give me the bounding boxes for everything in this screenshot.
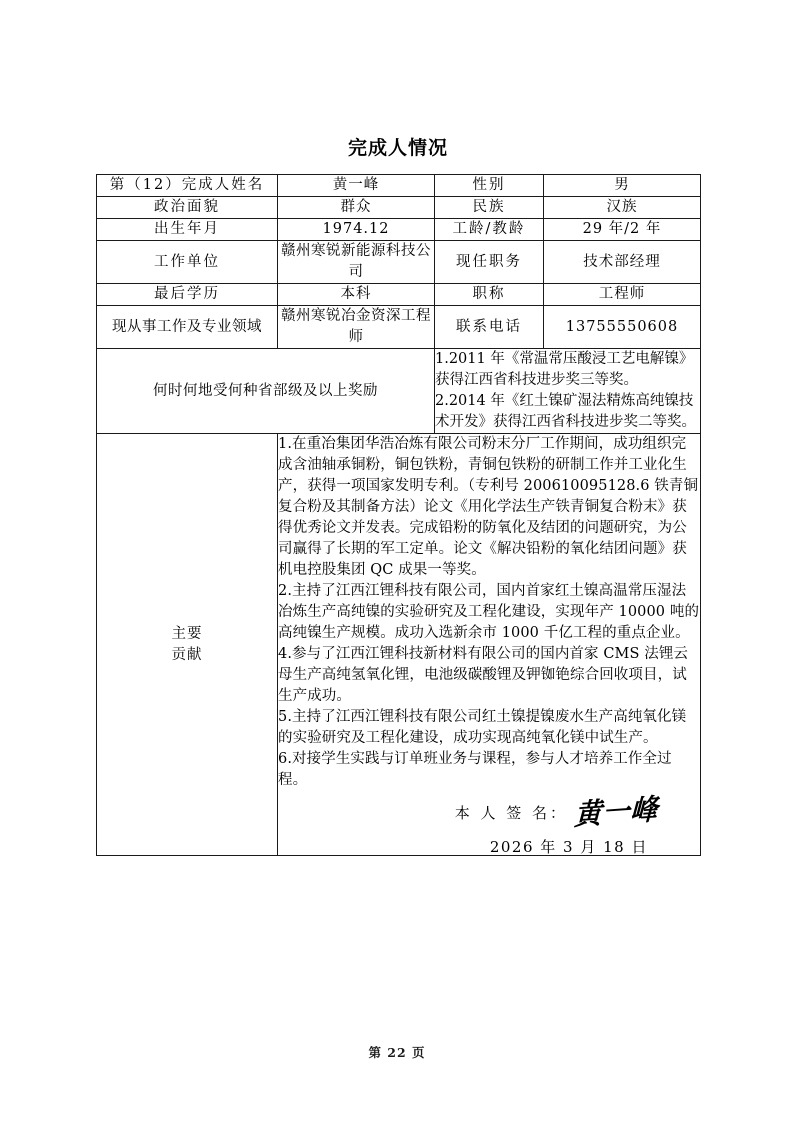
- contribution-item: 2.主持了江西江锂科技有限公司，国内首家红土镍高温常压湿法冶炼生产高纯镍的实验研究及工程化建设，实现年产 10000 吨的高纯镍生产规模。成功入选新余市 1000 千亿工程的重点企业。: [278, 583, 700, 641]
- title-rank-label: 职称: [435, 284, 544, 306]
- signature-block: [278, 791, 700, 855]
- gender-value: 男: [544, 175, 701, 197]
- table-row-political: [97, 197, 701, 219]
- contribution-item: 1.在重冶集团华浩冶炼有限公司粉末分厂工作期间，成功组织完成含油轴承铜粉，铜包铁粉，青铜包铁粉的研制工作并工业化生产，获得一项国家发明专利。（专利号 200610095128.6 铁青铜复合粉及其制备方法）论文《用化学法生产铁青铜复合粉末》获得优秀论文并发表。完成铅粉的防氧化及结团的问题研究，为公司赢得了长期的军工定单。论文《解决铅粉的氧化结团问题》获机电控股集团 QC 成果一等奖。: [278, 436, 699, 578]
- specialty-value: 赣州寒锐冶金资深工程师: [278, 306, 435, 349]
- name-label: 第（12）完成人姓名: [97, 175, 278, 197]
- position-label: 现任职务: [435, 241, 544, 284]
- education-value: 本科: [278, 284, 435, 306]
- phone-value: 13755550608: [544, 306, 701, 349]
- birth-label: 出生年月: [97, 219, 278, 241]
- contribution-item: 6.对接学生实践与订单班业务与课程，参与人才培养工作全过程。: [278, 751, 672, 788]
- table-row-specialty: [97, 306, 701, 349]
- signature-line: [454, 793, 659, 833]
- page-title: 完成人情况: [347, 137, 448, 159]
- table-row-workplace: [97, 241, 701, 284]
- handwritten-signature: 黄一峰: [573, 793, 659, 833]
- title-rank-value: 工程师: [544, 284, 701, 306]
- workplace-value: 赣州寒锐新能源科技公司: [278, 241, 435, 284]
- position-value: 技术部经理: [544, 241, 701, 284]
- seniority-value: 29 年/2 年: [544, 219, 701, 241]
- phone-label: 联系电话: [435, 306, 544, 349]
- ethnicity-label: 民族: [435, 197, 544, 219]
- education-label: 最后学历: [97, 284, 278, 306]
- signature-date: 2026 年 3 月 18 日: [489, 838, 648, 856]
- page-footer: 第 22 页: [368, 1045, 426, 1060]
- table-row-education: [97, 284, 701, 306]
- name-value: 黄一峰: [278, 175, 435, 197]
- table-row-birth: [97, 219, 701, 241]
- contribution-item: 5.主持了江西江锂科技有限公司红土镍提镍废水生产高纯氧化镁的实验研究及工程化建设，成功实现高纯氧化镁中试生产。: [278, 709, 687, 746]
- table-row-contributions: [97, 434, 701, 856]
- specialty-label: 现从事工作及专业领域: [97, 306, 278, 349]
- table-row-name: [97, 175, 701, 197]
- gender-label: 性别: [435, 175, 544, 197]
- contributions-value: [278, 434, 701, 856]
- table-row-awards: [97, 349, 701, 434]
- completer-info-table: [96, 174, 701, 856]
- birth-value: 1974.12: [278, 219, 435, 241]
- political-label: 政治面貌: [97, 197, 278, 219]
- political-value: 群众: [278, 197, 435, 219]
- seniority-label: 工龄/教龄: [435, 219, 544, 241]
- award-item: 2.2014 年《红土镍矿湿法精炼高纯镍技术开发》获得江西省科技进步奖二等奖。: [435, 393, 696, 430]
- contributions-label: 主要 贡献: [97, 434, 278, 856]
- awards-value: [435, 349, 701, 434]
- awards-label: 何时何地受何种省部级及以上奖励: [97, 349, 435, 434]
- signature-label: 本 人 签 名：: [454, 804, 568, 822]
- award-item: 1.2011 年《常温常压酸浸工艺电解镍》获得江西省科技进步奖三等奖。: [435, 351, 694, 388]
- workplace-label: 工作单位: [97, 241, 278, 284]
- contribution-item: 4.参与了江西江锂科技新材料有限公司的国内首家 CMS 法锂云母生产高纯氢氧化锂，电池级碳酸锂及钾铷铯综合回收项目，试生产成功。: [278, 646, 689, 704]
- ethnicity-value: 汉族: [544, 197, 701, 219]
